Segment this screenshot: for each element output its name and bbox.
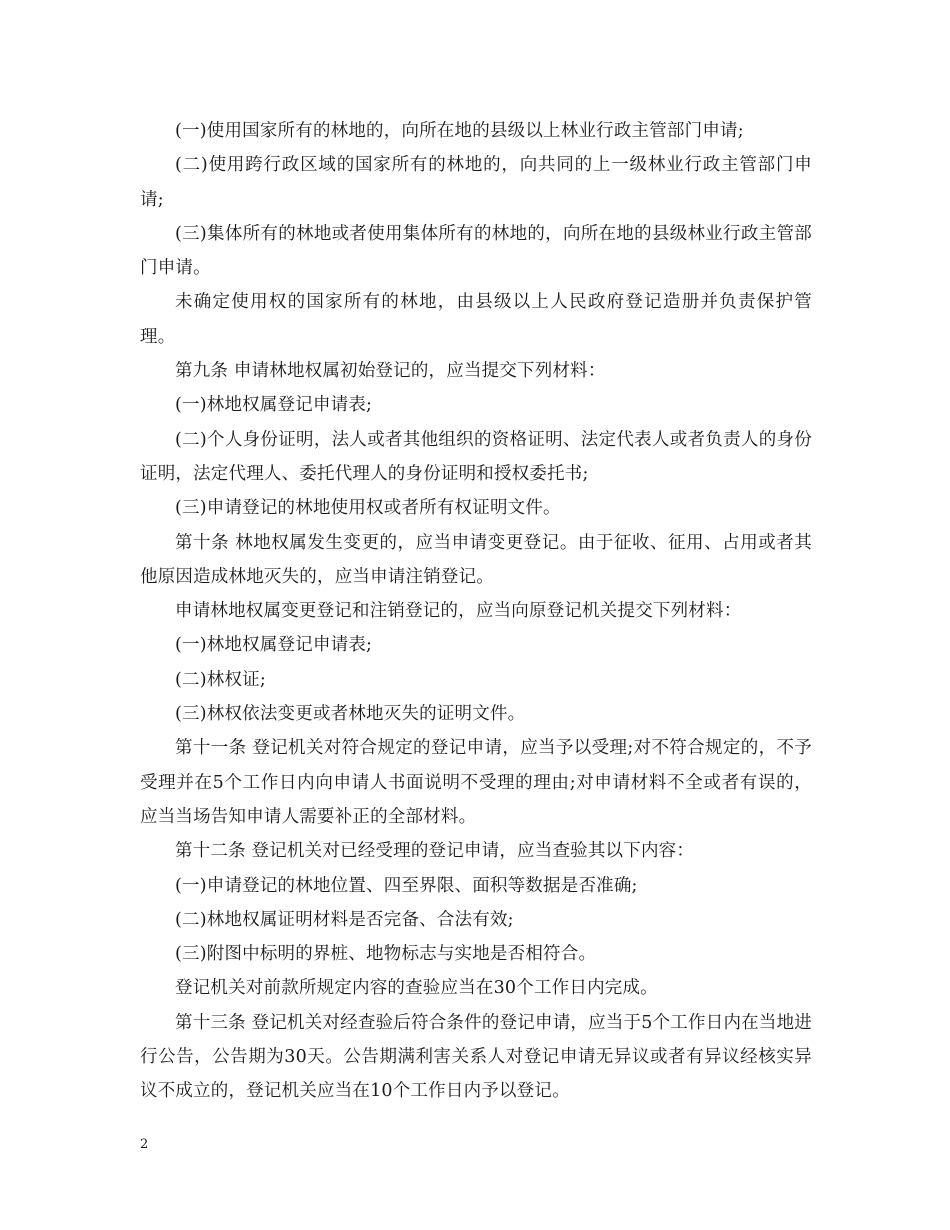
paragraph-7: (二)个人身份证明，法人或者其他组织的资格证明、法定代表人或者负责人的身份证明，法定代理人、委托代理人的身份证明和授权委托书; (140, 429, 812, 484)
paragraph-11: (一)林地权属登记申请表; (175, 635, 373, 656)
paragraph-6: (一)林地权属登记申请表; (175, 395, 373, 416)
paragraph-2: (二)使用跨行政区域的国家所有的林地的，向共同的上一级林业行政主管部门申请; (140, 155, 812, 210)
paragraph-8: (三)申请登记的林地使用权或者所有权证明文件。 (175, 498, 561, 519)
paragraph-17: (二)林地权属证明材料是否完备、合法有效; (175, 909, 514, 930)
page-number: 2 (140, 1137, 149, 1152)
paragraph-10: 申请林地权属变更登记和注销登记的，应当向原登记机关提交下列材料： (175, 601, 742, 622)
article-9-heading: 第九条 申请林地权属初始登记的，应当提交下列材料： (175, 361, 606, 382)
paragraph-1: (一)使用国家所有的林地的，向所在地的县级以上林业行政主管部门申请; (175, 121, 744, 141)
paragraph-12: (二)林权证; (175, 669, 266, 690)
article-13: 第十三条 登记机关对经查验后符合条件的登记申请，应当于5个工作日内在当地进行公告，公告期为30天。公告期满利害关系人对登记申请无异议或者有异议经核实异议不成立的，登记机关应当在10个工作日内予以登记。 (140, 1012, 812, 1102)
paragraph-16: (一)申请登记的林地位置、四至界限、面积等数据是否准确; (175, 875, 638, 896)
paragraph-4: 未确定使用权的国家所有的林地，由县级以上人民政府登记造册并负责保护管理。 (140, 292, 812, 347)
article-11: 第十一条 登记机关对符合规定的登记申请，应当予以受理;对不符合规定的，不予受理并在5个工作日内向申请人书面说明不受理的理由;对申请材料不全或者有误的，应当当场告知申请人需要补正的全部材料。 (140, 738, 812, 827)
paragraph-18: (三)附图中标明的界桩、地物标志与实地是否相符合。 (175, 944, 597, 965)
paragraph-13: (三)林权依法变更或者林地灭失的证明文件。 (175, 704, 526, 725)
paragraph-3: (三)集体所有的林地或者使用集体所有的林地的，向所在地的县级林业行政主管部门申请。 (140, 223, 812, 279)
document-body (140, 114, 812, 1109)
paragraph-19: 登记机关对前款所规定内容的查验应当在30个工作日内完成。 (175, 978, 658, 999)
article-12: 第十二条 登记机关对已经受理的登记申请，应当查验其以下内容： (175, 841, 695, 862)
article-10: 第十条 林地权属发生变更的，应当申请变更登记。由于征收、征用、占用或者其他原因造成林地灭失的，应当申请注销登记。 (140, 532, 812, 587)
